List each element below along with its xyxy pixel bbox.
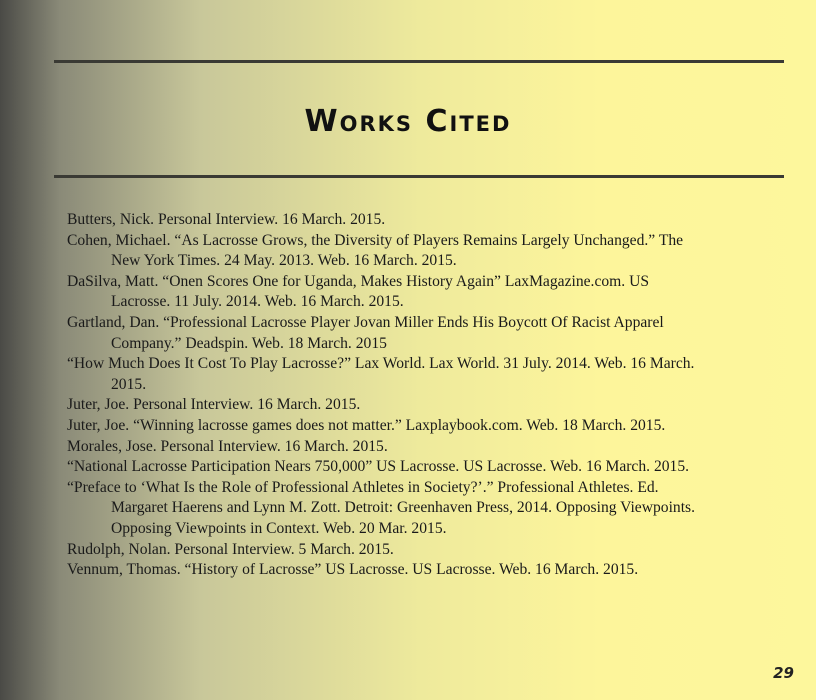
citation-entry: Butters, Nick. Personal Interview. 16 March. 2015. bbox=[67, 211, 386, 228]
page-title: Works Cited bbox=[304, 104, 512, 139]
citation-entry: Vennum, Thomas. “History of Lacrosse” US Lacrosse. US Lacrosse. Web. 16 March. 2015. bbox=[67, 561, 639, 579]
citation-entry: “How Much Does It Cost To Play Lacrosse?” Lax World. Lax World. 31 July. 2014. Web. 16 March. 2015. bbox=[67, 355, 695, 393]
citation-entry: Rudolph, Nolan. Personal Interview. 5 March. 2015. bbox=[67, 540, 394, 558]
bottom-rule bbox=[54, 175, 784, 178]
top-rule bbox=[54, 60, 784, 63]
works-cited-list bbox=[67, 210, 707, 581]
citation-entry: Cohen, Michael. “As Lacrosse Grows, the Diversity of Players Remains Largely Unchanged.” The New York Times. 24 May. 2013. Web. 16 March. 2015. bbox=[67, 231, 684, 270]
citation-entry: Gartland, Dan. “Professional Lacrosse Player Jovan Miller Ends His Boycott Of Racist Apparel Company.” Deadspin. Web. 18 March. 2015 bbox=[67, 313, 664, 352]
citation-entry: Juter, Joe. “Winning lacrosse games does not matter.” Laxplaybook.com. Web. 18 March. 2015. bbox=[67, 416, 666, 434]
citation-entry: “National Lacrosse Participation Nears 750,000” US Lacrosse. US Lacrosse. Web. 16 March. 2015. bbox=[67, 458, 690, 476]
citation-entry: Juter, Joe. Personal Interview. 16 March. 2015. bbox=[67, 396, 361, 414]
citation-entry: “Preface to ‘What Is the Role of Professional Athletes in Society?’.” Professional Athletes. Ed. Margaret Haerens and Lynn M. Zott. Detroit: Greenhaven Press, 2014. Opposing Viewpoints. Opposing Viewpoints in Context. Web. 20 Mar. 2015. bbox=[67, 478, 696, 537]
citation-entry: DaSilva, Matt. “Onen Scores One for Uganda, Makes History Again” LaxMagazine.com. US Lacrosse. 11 July. 2014. Web. 16 March. 2015. bbox=[67, 272, 650, 311]
page-number: 29 bbox=[773, 664, 794, 682]
citation-entry: Morales, Jose. Personal Interview. 16 March. 2015. bbox=[67, 437, 388, 455]
